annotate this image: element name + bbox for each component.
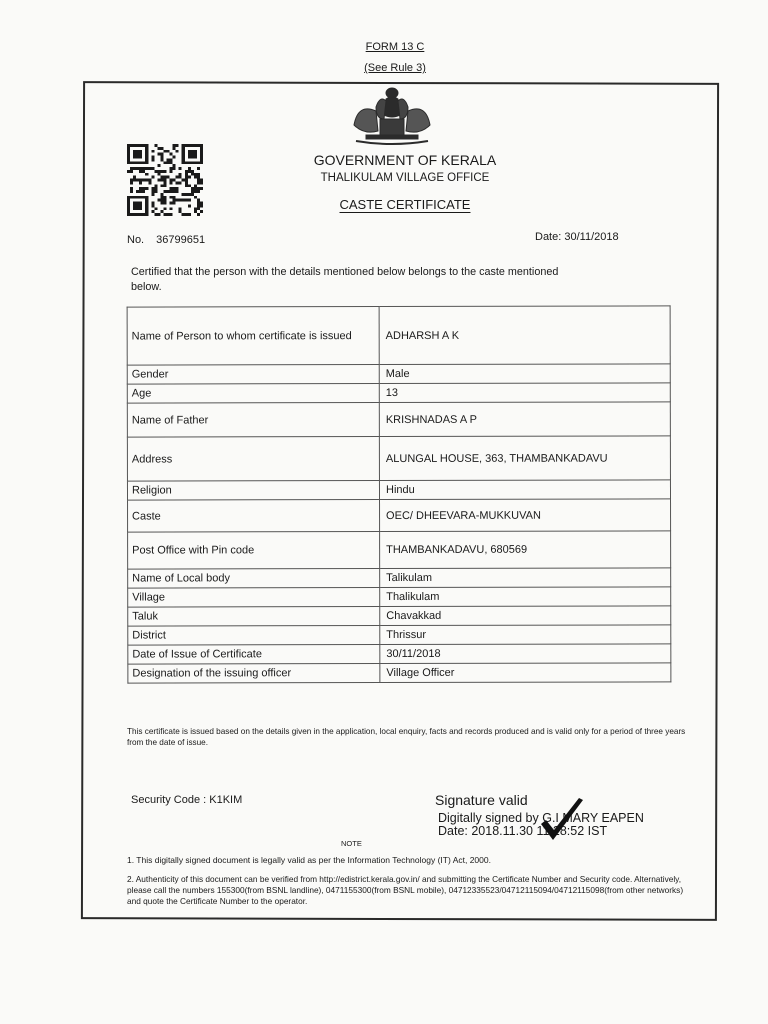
table-row xyxy=(127,306,670,365)
row-value: ADHARSH A K xyxy=(379,306,670,365)
government-title: GOVERNMENT OF KERALA xyxy=(313,152,497,168)
table-row xyxy=(128,606,671,626)
row-value: KRISHNADAS A P xyxy=(379,402,670,437)
security-code: Security Code : K1KIM xyxy=(131,794,243,806)
qr-code-icon xyxy=(127,144,203,216)
row-label: Date of Issue of Certificate xyxy=(128,645,380,665)
row-value: Male xyxy=(379,364,670,384)
row-label: Taluk xyxy=(128,607,380,627)
certificate-number-value: 36799651 xyxy=(156,234,206,246)
certificate-date-value: 30/11/2018 xyxy=(564,231,619,243)
signature-valid: Signature valid xyxy=(435,792,528,808)
certificate-number-label: No. xyxy=(127,234,145,246)
table-row xyxy=(128,663,671,683)
validity-note: This certificate is issued based on the details given in the application, local enquiry, facts and records produced and is valid only for a period of three years from the date of issue. xyxy=(127,727,686,747)
table-row xyxy=(127,480,670,500)
row-value: Hindu xyxy=(379,480,670,500)
row-label: Gender xyxy=(127,365,379,385)
row-value: OEC/ DHEEVARA-MUKKUVAN xyxy=(380,499,671,532)
row-label: Name of Local body xyxy=(128,569,380,589)
table-row xyxy=(127,402,670,437)
row-label: Post Office with Pin code xyxy=(128,532,380,570)
check-mark-icon xyxy=(537,796,587,846)
row-value: ALUNGAL HOUSE, 363, THAMBANKADAVU xyxy=(379,436,670,481)
row-label: District xyxy=(128,626,380,646)
note-2: 2. Authenticity of this document can be verified from http://edistrict.kerala.gov.in/ and submitting the Certificate Number and Security code. Alternatively, please call the numbers 155300(from BSNL landline), 0471155300(from BSNL mobile), 04712335523/04712115094/04712115098(from other networks) and quote the Certificate Number to the operator. xyxy=(127,874,684,906)
row-label: Village xyxy=(128,588,380,608)
note-1: 1. This digitally signed document is legally valid as per the Information Technology (IT) Act, 2000. xyxy=(127,855,491,865)
certificate-date xyxy=(535,231,619,243)
row-label: Religion xyxy=(127,481,379,501)
row-value: Thalikulam xyxy=(380,587,671,607)
row-value: Village Officer xyxy=(380,663,671,683)
certificate-number xyxy=(127,234,205,246)
row-label: Name of Person to whom certificate is issued xyxy=(127,307,379,366)
kerala-emblem-icon xyxy=(346,85,438,147)
row-value: 13 xyxy=(379,383,670,403)
office-name: THALIKULAM VILLAGE OFFICE xyxy=(320,172,490,184)
row-label: Address xyxy=(127,437,379,482)
signed-date: Date: 2018.11.30 11:28:52 IST xyxy=(438,824,608,838)
row-label: Name of Father xyxy=(127,403,379,438)
row-label: Designation of the issuing officer xyxy=(128,664,380,684)
row-value: Chavakkad xyxy=(380,606,671,626)
form-number: FORM 13 C xyxy=(365,41,425,53)
table-row xyxy=(128,644,671,664)
certificate-title: CASTE CERTIFICATE xyxy=(339,197,471,212)
table-row xyxy=(128,531,671,569)
table-row xyxy=(128,587,671,607)
row-value: Thrissur xyxy=(380,625,671,645)
row-label: Caste xyxy=(128,500,380,533)
row-value: THAMBANKADAVU, 680569 xyxy=(380,531,671,569)
row-value: Talikulam xyxy=(380,568,671,588)
table-row xyxy=(128,499,671,532)
row-value: 30/11/2018 xyxy=(380,644,671,664)
certificate-intro: Certified that the person with the details mentioned below belongs to the caste mentioned below. xyxy=(131,266,559,293)
note-heading: NOTE xyxy=(341,839,362,848)
details-table xyxy=(127,305,672,683)
table-row xyxy=(128,625,671,645)
row-label: Age xyxy=(127,384,379,404)
table-row xyxy=(127,436,670,481)
signed-by: Digitally signed by G.I MARY EAPEN xyxy=(438,811,644,825)
table-row xyxy=(127,383,670,403)
table-row xyxy=(128,568,671,588)
see-rule: (See Rule 3) xyxy=(364,62,426,74)
certificate-date-label: Date: xyxy=(535,231,562,243)
table-row xyxy=(127,364,670,384)
